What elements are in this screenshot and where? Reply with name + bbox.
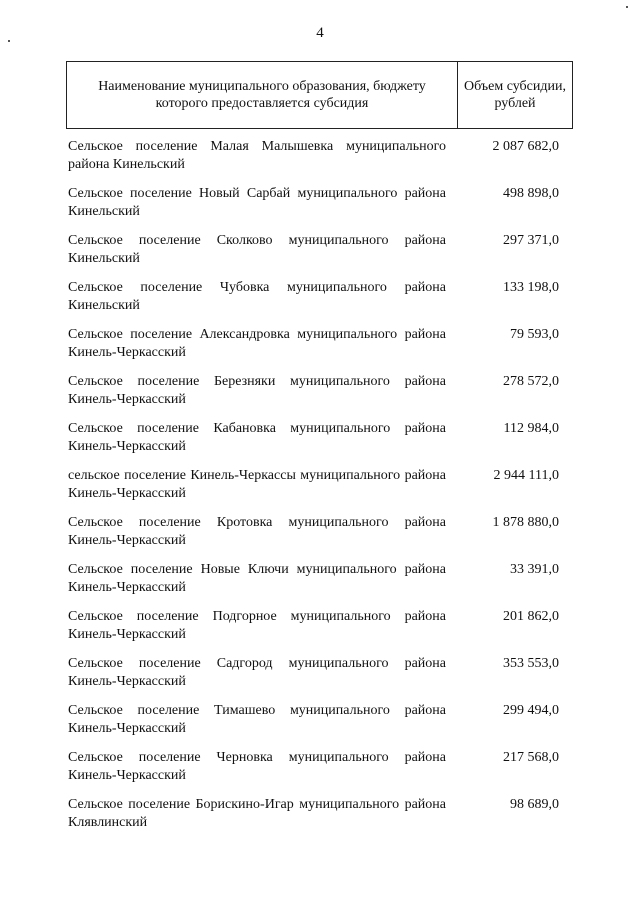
subsidy-amount: 2 944 111,0 (493, 468, 559, 483)
table-row (68, 420, 564, 467)
table-row (68, 373, 564, 420)
municipality-name: Сельское поселение Подгорное муниципального района Кинель-Черкасский (68, 609, 446, 642)
subsidy-amount: 278 572,0 (503, 374, 559, 389)
scan-speck (8, 40, 10, 42)
municipality-name: Сельское поселение Сколково муниципального района Кинельский (68, 233, 446, 266)
municipality-name: Сельское поселение Садгород муниципального района Кинель-Черкасский (68, 656, 446, 689)
municipality-name: Сельское поселение Новый Сарбай муниципального района Кинельский (68, 186, 446, 219)
subsidy-amount: 112 984,0 (503, 421, 559, 436)
table-body (68, 138, 564, 843)
table-row (68, 655, 564, 702)
table-row (68, 608, 564, 655)
subsidy-amount: 201 862,0 (503, 609, 559, 624)
table-header (66, 61, 573, 129)
table-row (68, 749, 564, 796)
municipality-name: Сельское поселение Борискино-Игар муниципального района Клявлинский (68, 797, 446, 830)
subsidy-amount: 1 878 880,0 (492, 515, 559, 530)
page-number: 4 (316, 25, 324, 41)
subsidy-amount: 33 391,0 (510, 562, 559, 577)
table-row (68, 279, 564, 326)
subsidy-amount: 299 494,0 (503, 703, 559, 718)
municipality-name: Сельское поселение Малая Малышевка муниципального района Кинельский (68, 139, 446, 172)
municipality-name: Сельское поселение Чубовка муниципального района Кинельский (68, 280, 446, 313)
municipality-name: Сельское поселение Александровка муниципального района Кинель-Черкасский (68, 327, 446, 360)
municipality-name: Сельское поселение Березняки муниципального района Кинель-Черкасский (68, 374, 446, 407)
table-row (68, 702, 564, 749)
municipality-name: Сельское поселение Кротовка муниципального района Кинель-Черкасский (68, 515, 446, 548)
table-row (68, 185, 564, 232)
table-row (68, 326, 564, 373)
subsidy-amount: 2 087 682,0 (492, 139, 559, 154)
column-header-amount: Объем субсидии, рублей (458, 62, 573, 129)
municipality-name: Сельское поселение Тимашево муниципального района Кинель-Черкасский (68, 703, 446, 736)
column-header-name: Наименование муниципального образования, бюджету которого предоставляется субсидия (67, 62, 458, 129)
subsidy-amount: 133 198,0 (503, 280, 559, 295)
scan-speck (626, 6, 628, 8)
table-row (68, 232, 564, 279)
municipality-name: Сельское поселение Кабановка муниципального района Кинель-Черкасский (68, 421, 446, 454)
table-row (68, 138, 564, 185)
table-row (68, 796, 564, 843)
subsidy-amount: 79 593,0 (510, 327, 559, 342)
table-row (68, 561, 564, 608)
municipality-name: сельское поселение Кинель-Черкассы муниципального района Кинель-Черкасский (68, 468, 446, 501)
subsidy-amount: 297 371,0 (503, 233, 559, 248)
subsidy-amount: 353 553,0 (503, 656, 559, 671)
municipality-name: Сельское поселение Новые Ключи муниципального района Кинель-Черкасский (68, 562, 446, 595)
municipality-name: Сельское поселение Черновка муниципального района Кинель-Черкасский (68, 750, 446, 783)
subsidy-amount: 98 689,0 (510, 797, 559, 812)
table-row (68, 514, 564, 561)
subsidy-amount: 217 568,0 (503, 750, 559, 765)
subsidy-amount: 498 898,0 (503, 186, 559, 201)
table-row (68, 467, 564, 514)
